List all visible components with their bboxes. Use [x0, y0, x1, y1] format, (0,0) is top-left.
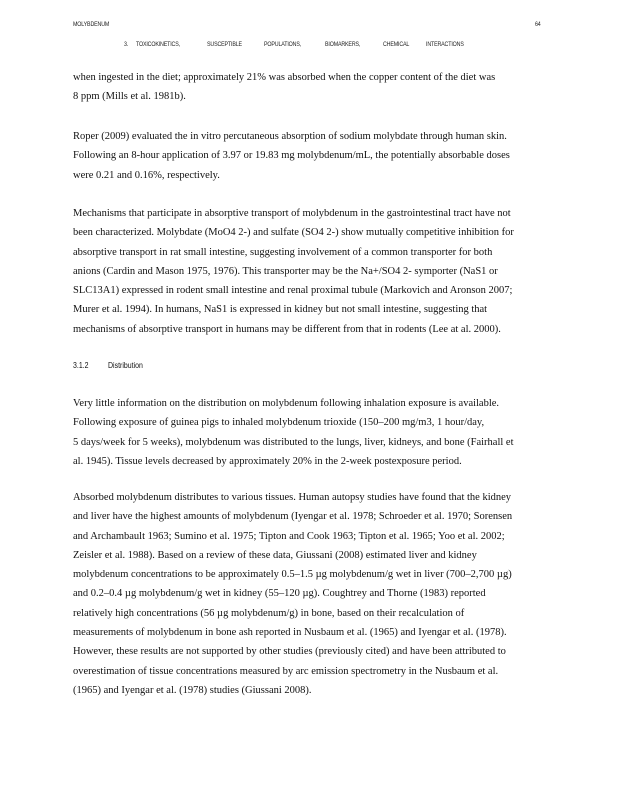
text-line: 8 ppm (Mills et al. 1981b).	[73, 91, 186, 103]
text-line: Following an 8-hour application of 3.97 or 19.83 mg molybdenum/mL, the potentially absorbable doses	[73, 150, 510, 162]
text-line: were 0.21 and 0.16%, respectively.	[73, 169, 220, 181]
text-line: and Archambault 1963; Sumino et al. 1975; Tipton and Cook 1963; Tipton et al. 1965; Yoo et al. 2002;	[73, 530, 505, 542]
paragraph-absorptive-transport	[73, 204, 573, 339]
text-line: SLC13A1) expressed in rodent small intestine and renal proximal tubule (Markovich and Aronson 2007;	[73, 285, 513, 297]
text-line: overestimation of tissue concentrations measured by arc emission spectrometry in the Nusbaum et al.	[73, 665, 499, 677]
section-number: 3.1.2	[73, 360, 89, 370]
chapter-title-word-4: BIOMARKERS,	[325, 41, 361, 48]
page-number: 64	[535, 21, 541, 28]
text-line: Absorbed molybdenum distributes to various tissues. Human autopsy studies have found that the kidney	[73, 492, 512, 503]
text-line: Very little information on the distribution on molybdenum following inhalation exposure is available.	[73, 398, 500, 409]
chapter-title-word-3: POPULATIONS,	[264, 41, 302, 48]
chapter-title-word-5: CHEMICAL	[383, 41, 410, 48]
paragraph-dermal-absorption	[73, 127, 573, 185]
text-line: Following exposure of guinea pigs to inhaled molybdenum trioxide (150–200 mg/m3, 1 hour/day,	[73, 417, 485, 429]
text-line: molybdenum concentrations to be approximately 0.5–1.5 µg molybdenum/g wet in liver (700–2,700 µg)	[73, 569, 512, 581]
text-line: 5 days/week for 5 weeks), molybdenum was distributed to the lungs, liver, kidneys, and bone (Fairhall et	[73, 436, 514, 448]
chapter-title-word-2: SUSCEPTIBLE	[207, 41, 242, 48]
chapter-number: 3.	[124, 41, 129, 48]
text-line: Mechanisms that participate in absorptive transport of molybdenum in the gastrointestinal tract have not	[73, 208, 511, 219]
text-line: Roper (2009) evaluated the in vitro percutaneous absorption of sodium molybdate through human skin.	[73, 131, 507, 142]
chapter-title-word-6: INTERACTIONS	[426, 41, 464, 48]
text-line: and 0.2–0.4 µg molybdenum/g wet in kidney (55–120 µg). Coughtrey and Thorne (1983) reported	[73, 588, 486, 600]
text-line: Murer et al. 1994). In humans, NaS1 is expressed in kidney but not small intestine, suggesting that	[73, 304, 488, 316]
section-title: Distribution	[108, 360, 143, 370]
text-line: measurements of molybdenum in bone ash reported in Nusbaum et al. (1965) and Iyengar et al. (1978).	[73, 627, 507, 639]
text-line: relatively high concentrations (56 µg molybdenum/g) in bone, based on their recalculation of	[73, 607, 465, 619]
paragraph-inhalation-distribution	[73, 394, 573, 471]
paragraph-absorption-copper	[73, 68, 573, 107]
text-line: anions (Cardin and Mason 1975, 1976). This transporter may be the Na+/SO4 2- symporter (NaS1 or	[73, 265, 498, 277]
text-line: and liver have the highest amounts of molybdenum (Iyengar et al. 1978; Schroeder et al. 1970; Sorensen	[73, 511, 513, 523]
document-title: MOLYBDENUM	[73, 21, 110, 28]
text-line: when ingested in the diet; approximately 21% was absorbed when the copper content of the diet was	[73, 72, 496, 83]
text-line: Zeisler et al. 1988). Based on a review of these data, Giussani (2008) estimated liver and kidney	[73, 549, 477, 561]
chapter-title-word-1: TOXICOKINETICS,	[136, 41, 180, 48]
text-line: al. 1945). Tissue levels decreased by approximately 20% in the 2-week postexposure period.	[73, 455, 462, 467]
text-line: absorptive transport in rat small intestine, suggesting involvement of a common transporter for both	[73, 246, 493, 258]
text-line: mechanisms of absorptive transport in humans may be different from that in rodents (Lee at al. 2000).	[73, 323, 501, 335]
text-line: (1965) and Iyengar et al. (1978) studies (Giussani 2008).	[73, 684, 312, 696]
text-line: However, these results are not supported by other studies (previously cited) and have been attributed to	[73, 646, 506, 658]
paragraph-tissue-distribution	[73, 488, 573, 700]
text-line: been characterized. Molybdate (MoO4 2-) and sulfate (SO4 2-) show mutually competitive inhibition for	[73, 227, 514, 239]
